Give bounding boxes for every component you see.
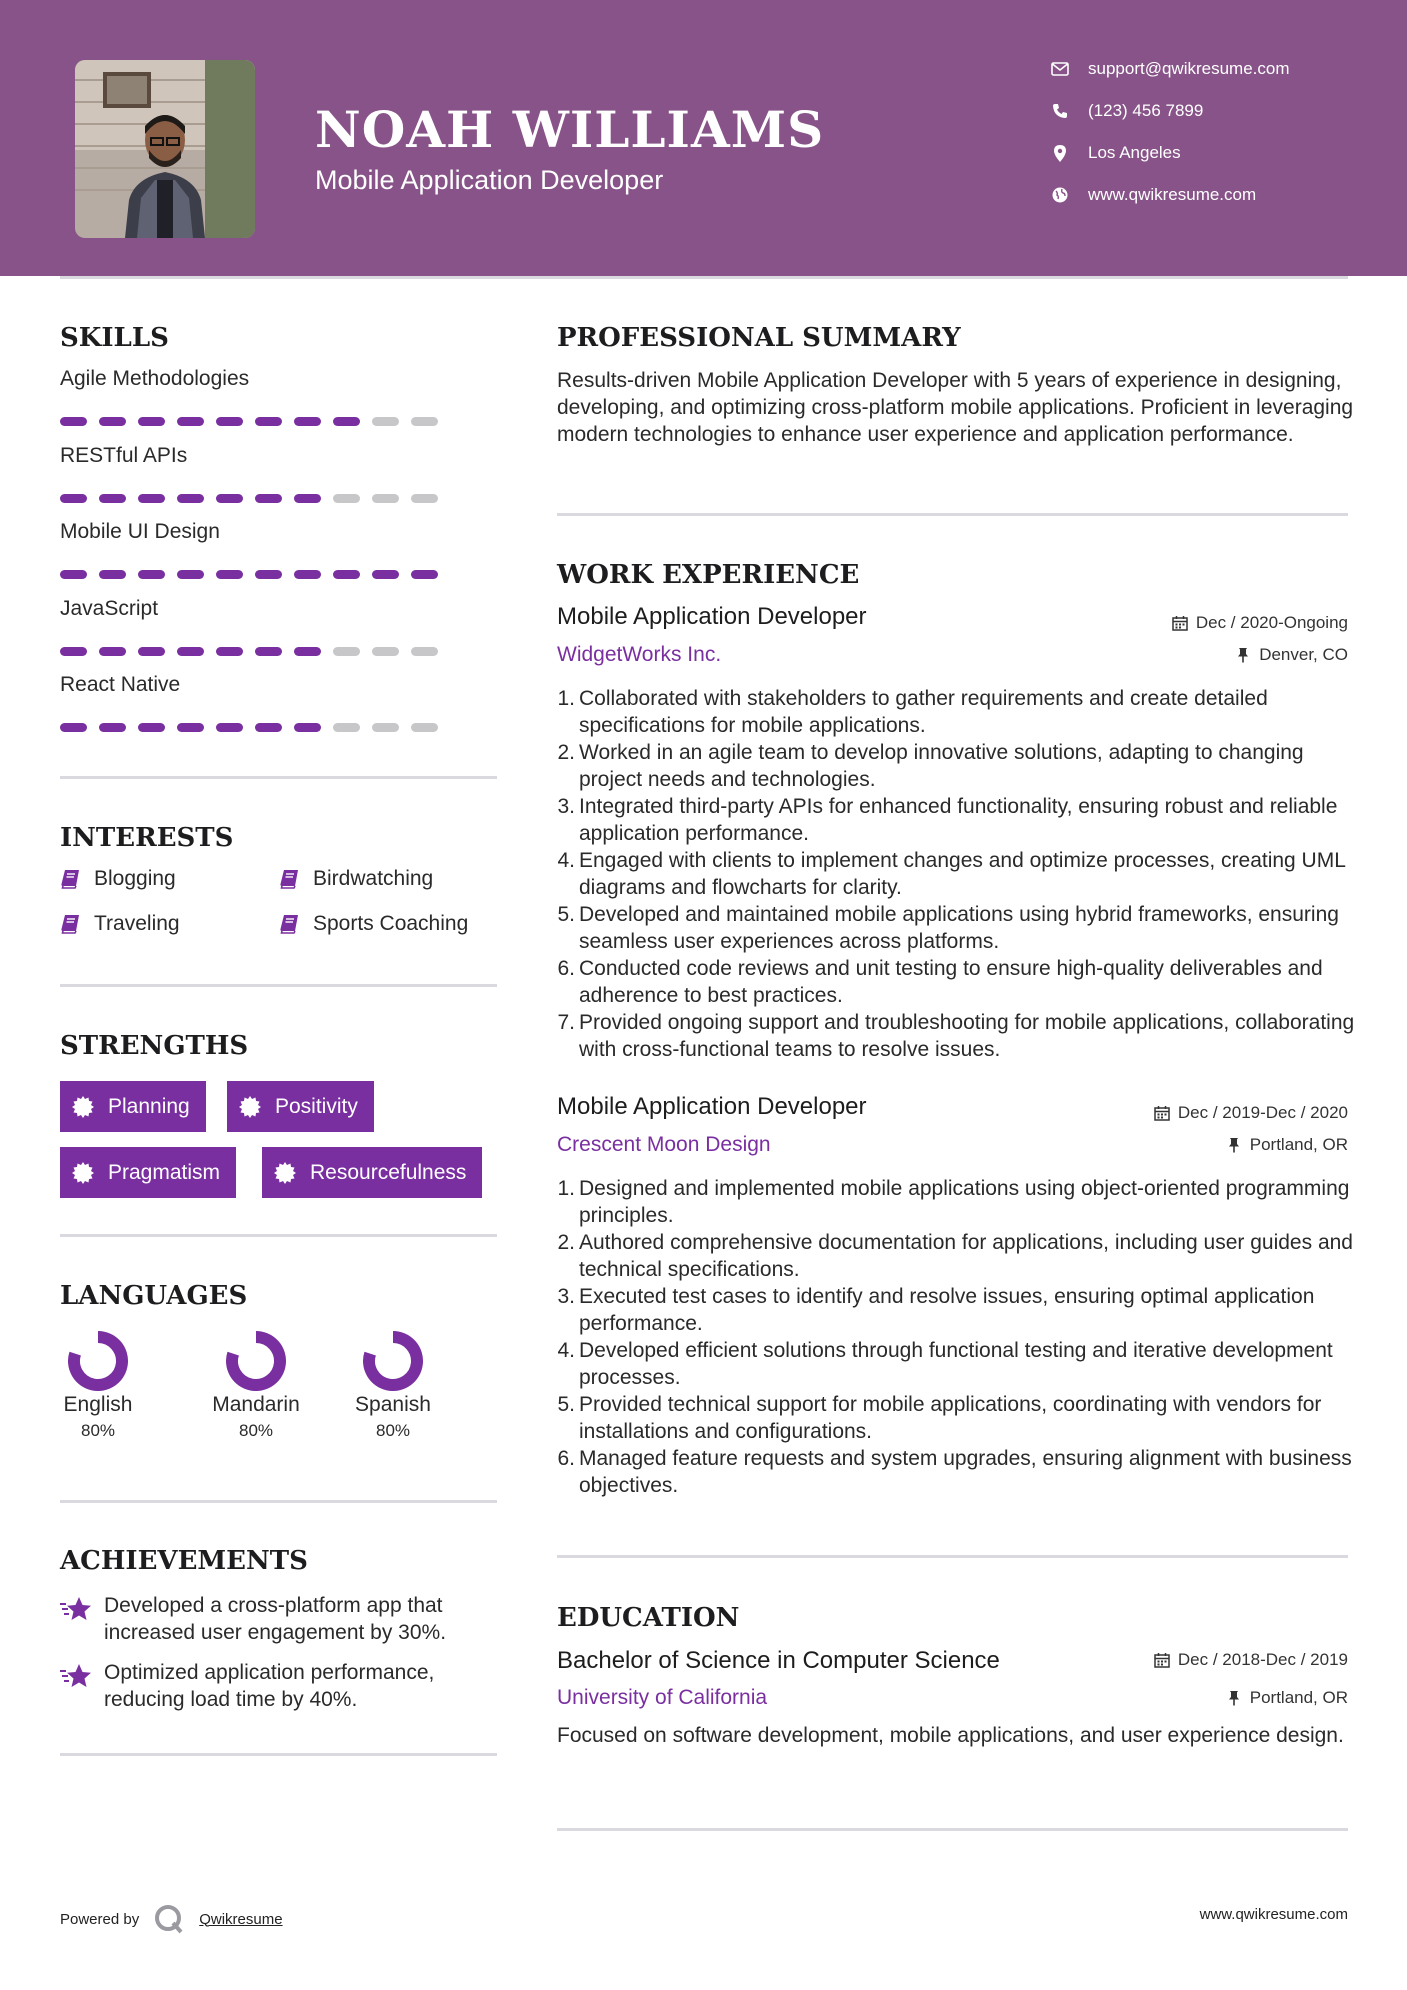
rating-dot-filled [333, 417, 360, 426]
rating-dot-filled [99, 494, 126, 503]
book-icon [60, 913, 82, 935]
rating-dot-empty [372, 494, 399, 503]
badge-seal-icon [239, 1096, 261, 1118]
badge-seal-icon [72, 1096, 94, 1118]
job-responsibilities [553, 685, 1363, 1063]
rating-dot-filled [294, 417, 321, 426]
job-location-text: Denver, CO [1259, 645, 1348, 664]
interests-heading: INTERESTS [60, 823, 234, 853]
list-item: 1. Designed and implemented mobile applications using object-oriented programming principles. [553, 1175, 1363, 1229]
rating-dot-filled [372, 570, 399, 579]
job-company: Crescent Moon Design [557, 1133, 771, 1156]
bullet-text: Worked in an agile team to develop innovative solutions, adapting to changing project needs and technologies. [579, 741, 1304, 791]
rating-dot-filled [60, 723, 87, 732]
calendar-icon [1154, 1652, 1170, 1668]
achievement-text: Developed a cross-platform app that increased user engagement by 30%. [104, 1594, 447, 1644]
education-description: Focused on software development, mobile applications, and user experience design. [557, 1724, 1344, 1747]
rating-dot-filled [294, 570, 321, 579]
rating-dot-filled [138, 494, 165, 503]
envelope-icon [1050, 59, 1070, 79]
list-item: 6. Conducted code reviews and unit testing to ensure high-quality deliverables and adherence to best practices. [553, 955, 1363, 1009]
languages-divider [60, 1500, 497, 1503]
rating-dot-filled [60, 417, 87, 426]
strength-badge [60, 1081, 206, 1132]
bullet-text: Executed test cases to identify and resolve issues, ensuring optimal application performance. [579, 1285, 1315, 1335]
list-item: 1. Collaborated with stakeholders to gather requirements and create detailed specifications for mobile applications. [553, 685, 1363, 739]
list-item: 5. Provided technical support for mobile applications, coordinating with vendors for installations and configurations. [553, 1391, 1363, 1445]
education-school: University of California [557, 1686, 768, 1709]
bullet-text: Provided ongoing support and troubleshooting for mobile applications, collaborating with cross-functional teams to resolve issues. [579, 1011, 1355, 1061]
bullet-text: Managed feature requests and system upgrades, ensuring alignment with business objectives. [579, 1447, 1352, 1497]
job-location [1235, 645, 1348, 665]
rating-dot-filled [294, 723, 321, 732]
summary-divider [557, 513, 1348, 516]
strength-label: Pragmatism [108, 1160, 221, 1184]
rating-dot-empty [372, 647, 399, 656]
job-date [1172, 613, 1348, 633]
contact-phone-text: (123) 456 7899 [1088, 101, 1204, 120]
calendar-icon [1172, 615, 1188, 631]
contact-website[interactable] [1050, 180, 1256, 210]
rating-dot-filled [216, 417, 243, 426]
rating-dot-filled [333, 570, 360, 579]
pushpin-icon [1235, 647, 1251, 663]
rating-dot-filled [216, 494, 243, 503]
book-icon [279, 913, 301, 935]
strength-label: Positivity [275, 1094, 358, 1118]
contact-email[interactable] [1050, 54, 1290, 84]
education-heading: EDUCATION [557, 1603, 740, 1633]
interest-item [279, 912, 468, 936]
rating-dot-filled [177, 647, 204, 656]
header-banner [0, 0, 1407, 276]
rating-dot-filled [255, 723, 282, 732]
rating-dot-filled [177, 417, 204, 426]
star-trophy-icon [60, 1596, 92, 1624]
interest-label: Sports Coaching [313, 912, 469, 935]
rating-dot-filled [255, 570, 282, 579]
skill-rating [60, 494, 438, 503]
rating-dot-filled [255, 647, 282, 656]
rating-dot-filled [411, 570, 438, 579]
job-role: Mobile Application Developer [557, 1093, 867, 1120]
bullet-text: Designed and implemented mobile applications using object-oriented programming principles. [579, 1177, 1350, 1227]
list-item: 3. Integrated third-party APIs for enhanced functionality, ensuring robust and reliable application performance. [553, 793, 1363, 847]
list-item: 3. Executed test cases to identify and resolve issues, ensuring optimal application performance. [553, 1283, 1363, 1337]
bullet-text: Collaborated with stakeholders to gather requirements and create detailed specifications for mobile applications. [579, 687, 1268, 737]
language-percent: 80% [375, 1421, 411, 1440]
language-percent: 80% [80, 1421, 116, 1440]
strengths-heading: STRENGTHS [60, 1031, 249, 1061]
language-gauge [226, 1331, 286, 1391]
achievements-divider [60, 1753, 497, 1756]
phone-icon [1050, 101, 1070, 121]
achievement-text: Optimized application performance, reducing load time by 40%. [104, 1661, 435, 1711]
contact-location-text: Los Angeles [1088, 143, 1181, 162]
job-date-text: Dec / 2019-Dec / 2020 [1177, 1103, 1348, 1122]
rating-dot-filled [216, 723, 243, 732]
rating-dot-empty [372, 723, 399, 732]
interests-divider [60, 984, 497, 987]
list-item: 2. Authored comprehensive documentation for applications, including user guides and technical specifications. [553, 1229, 1363, 1283]
achievement-item [60, 1659, 500, 1713]
profile-photo [75, 60, 255, 238]
rating-dot-filled [294, 494, 321, 503]
education-location-text: Portland, OR [1249, 1688, 1348, 1707]
experience-heading: WORK EXPERIENCE [557, 560, 860, 590]
education-degree: Bachelor of Science in Computer Science [557, 1647, 1000, 1674]
brand-link[interactable]: Qwikresume [199, 1910, 283, 1928]
rating-dot-filled [60, 570, 87, 579]
book-icon [60, 868, 82, 890]
list-item: 4. Developed efficient solutions through functional testing and iterative development processes. [553, 1337, 1363, 1391]
job-location [1226, 1135, 1348, 1155]
bullet-text: Integrated third-party APIs for enhanced functionality, ensuring robust and reliable application performance. [579, 795, 1338, 845]
list-item: 7. Provided ongoing support and troubleshooting for mobile applications, collaborating with cross-functional teams to resolve issues. [553, 1009, 1363, 1063]
job-company: WidgetWorks Inc. [557, 643, 722, 666]
bullet-text: Developed and maintained mobile applications using hybrid frameworks, ensuring seamless user experiences across platforms. [579, 903, 1339, 953]
rating-dot-empty [411, 494, 438, 503]
contact-phone[interactable] [1050, 96, 1203, 126]
skill-rating [60, 570, 438, 579]
interest-label: Birdwatching [313, 867, 434, 890]
qwikresume-logo-icon [153, 1903, 185, 1935]
language-item [333, 1331, 453, 1441]
rating-dot-filled [255, 417, 282, 426]
rating-dot-empty [333, 647, 360, 656]
bullet-text: Developed efficient solutions through functional testing and iterative development processes. [579, 1339, 1333, 1389]
footer-powered-by [60, 1903, 283, 1935]
summary-text: Results-driven Mobile Application Developer with 5 years of experience in designing, developing, and optimizing cross-platform mobile applications. Proficient in leveraging modern technologies to enhance user experience and application performance. [557, 369, 1354, 446]
summary-heading: PROFESSIONAL SUMMARY [557, 323, 961, 353]
interest-label: Traveling [94, 912, 180, 935]
skill-name: JavaScript [60, 596, 159, 620]
contact-website-text: www.qwikresume.com [1088, 185, 1257, 204]
rating-dot-filled [138, 417, 165, 426]
rating-dot-empty [333, 723, 360, 732]
rating-dot-empty [333, 494, 360, 503]
badge-seal-icon [274, 1162, 296, 1184]
skills-heading: SKILLS [60, 323, 169, 353]
strengths-divider [60, 1234, 497, 1237]
rating-dot-filled [99, 647, 126, 656]
list-item: 2. Worked in an agile team to develop innovative solutions, adapting to changing project needs and technologies. [553, 739, 1363, 793]
job-date-text: Dec / 2020-Ongoing [1195, 613, 1348, 632]
education-divider [557, 1828, 1348, 1831]
contact-email-text: support@qwikresume.com [1088, 59, 1290, 78]
badge-seal-icon [72, 1162, 94, 1184]
achievement-item [60, 1592, 500, 1646]
rating-dot-filled [216, 570, 243, 579]
education-date-text: Dec / 2018-Dec / 2019 [1177, 1650, 1348, 1669]
skill-name: Mobile UI Design [60, 520, 220, 543]
rating-dot-filled [138, 647, 165, 656]
globe-icon [1050, 185, 1070, 205]
bullet-text: Authored comprehensive documentation for applications, including user guides and technical specifications. [579, 1231, 1353, 1281]
bullet-text: Provided technical support for mobile applications, coordinating with vendors for installations and configurations. [579, 1393, 1322, 1443]
list-item: 6. Managed feature requests and system upgrades, ensuring alignment with business objectives. [553, 1445, 1363, 1499]
interest-label: Blogging [94, 867, 176, 890]
rating-dot-empty [411, 417, 438, 426]
strength-label: Planning [108, 1094, 190, 1118]
language-gauge [68, 1331, 128, 1391]
strength-badge [60, 1147, 236, 1198]
rating-dot-filled [255, 494, 282, 503]
rating-dot-empty [411, 723, 438, 732]
job-role: Mobile Application Developer [557, 603, 867, 630]
language-name: English [63, 1393, 133, 1416]
interest-item [279, 867, 433, 891]
language-percent: 80% [238, 1421, 274, 1440]
experience-divider [557, 1555, 1348, 1558]
language-item [38, 1331, 158, 1441]
rating-dot-filled [177, 570, 204, 579]
rating-dot-filled [138, 723, 165, 732]
languages-heading: LANGUAGES [60, 1281, 248, 1311]
list-item: 5. Developed and maintained mobile applications using hybrid frameworks, ensuring seamless user experiences across platforms. [553, 901, 1363, 955]
rating-dot-empty [411, 647, 438, 656]
calendar-icon [1154, 1105, 1170, 1121]
rating-dot-filled [177, 723, 204, 732]
interest-item [60, 912, 180, 936]
education-location [1226, 1688, 1348, 1708]
skill-name: Agile Methodologies [60, 367, 250, 390]
language-gauge [363, 1331, 423, 1391]
candidate-title: Mobile Application Developer [315, 165, 664, 195]
rating-dot-filled [60, 647, 87, 656]
candidate-name: NOAH WILLIAMS [315, 100, 825, 159]
rating-dot-filled [177, 494, 204, 503]
skill-name: React Native [60, 673, 181, 696]
pushpin-icon [1226, 1690, 1242, 1706]
language-item [196, 1331, 316, 1441]
rating-dot-filled [99, 723, 126, 732]
job-responsibilities [553, 1175, 1363, 1499]
interest-item [60, 867, 176, 891]
rating-dot-filled [138, 570, 165, 579]
location-pin-icon [1050, 143, 1070, 163]
footer-url[interactable]: www.qwikresume.com [1199, 1906, 1348, 1923]
header-divider [60, 276, 1348, 279]
language-name: Spanish [355, 1393, 431, 1416]
skill-name: RESTful APIs [60, 443, 188, 467]
strength-badge [262, 1147, 482, 1198]
rating-dot-filled [216, 647, 243, 656]
star-trophy-icon [60, 1663, 92, 1691]
strength-label: Resourcefulness [310, 1160, 467, 1184]
rating-dot-filled [60, 494, 87, 503]
job-date [1154, 1103, 1348, 1123]
rating-dot-empty [372, 417, 399, 426]
job-location-text: Portland, OR [1249, 1135, 1348, 1154]
skill-rating [60, 417, 438, 426]
skills-divider [60, 776, 497, 779]
achievements-heading: ACHIEVEMENTS [60, 1546, 308, 1576]
bullet-text: Engaged with clients to implement changes and optimize processes, creating UML diagrams and flowcharts for clarity. [579, 849, 1346, 899]
strength-badge [227, 1081, 374, 1132]
pushpin-icon [1226, 1137, 1242, 1153]
rating-dot-filled [99, 570, 126, 579]
language-name: Mandarin [212, 1393, 300, 1416]
skill-rating [60, 647, 438, 656]
book-icon [279, 868, 301, 890]
powered-by-label: Powered by [60, 1910, 140, 1928]
rating-dot-filled [99, 417, 126, 426]
education-date [1154, 1650, 1348, 1670]
skill-rating [60, 723, 438, 732]
list-item: 4. Engaged with clients to implement changes and optimize processes, creating UML diagrams and flowcharts for clarity. [553, 847, 1363, 901]
contact-location [1050, 138, 1181, 168]
rating-dot-filled [294, 647, 321, 656]
bullet-text: Conducted code reviews and unit testing to ensure high-quality deliverables and adherence to best practices. [579, 957, 1323, 1007]
